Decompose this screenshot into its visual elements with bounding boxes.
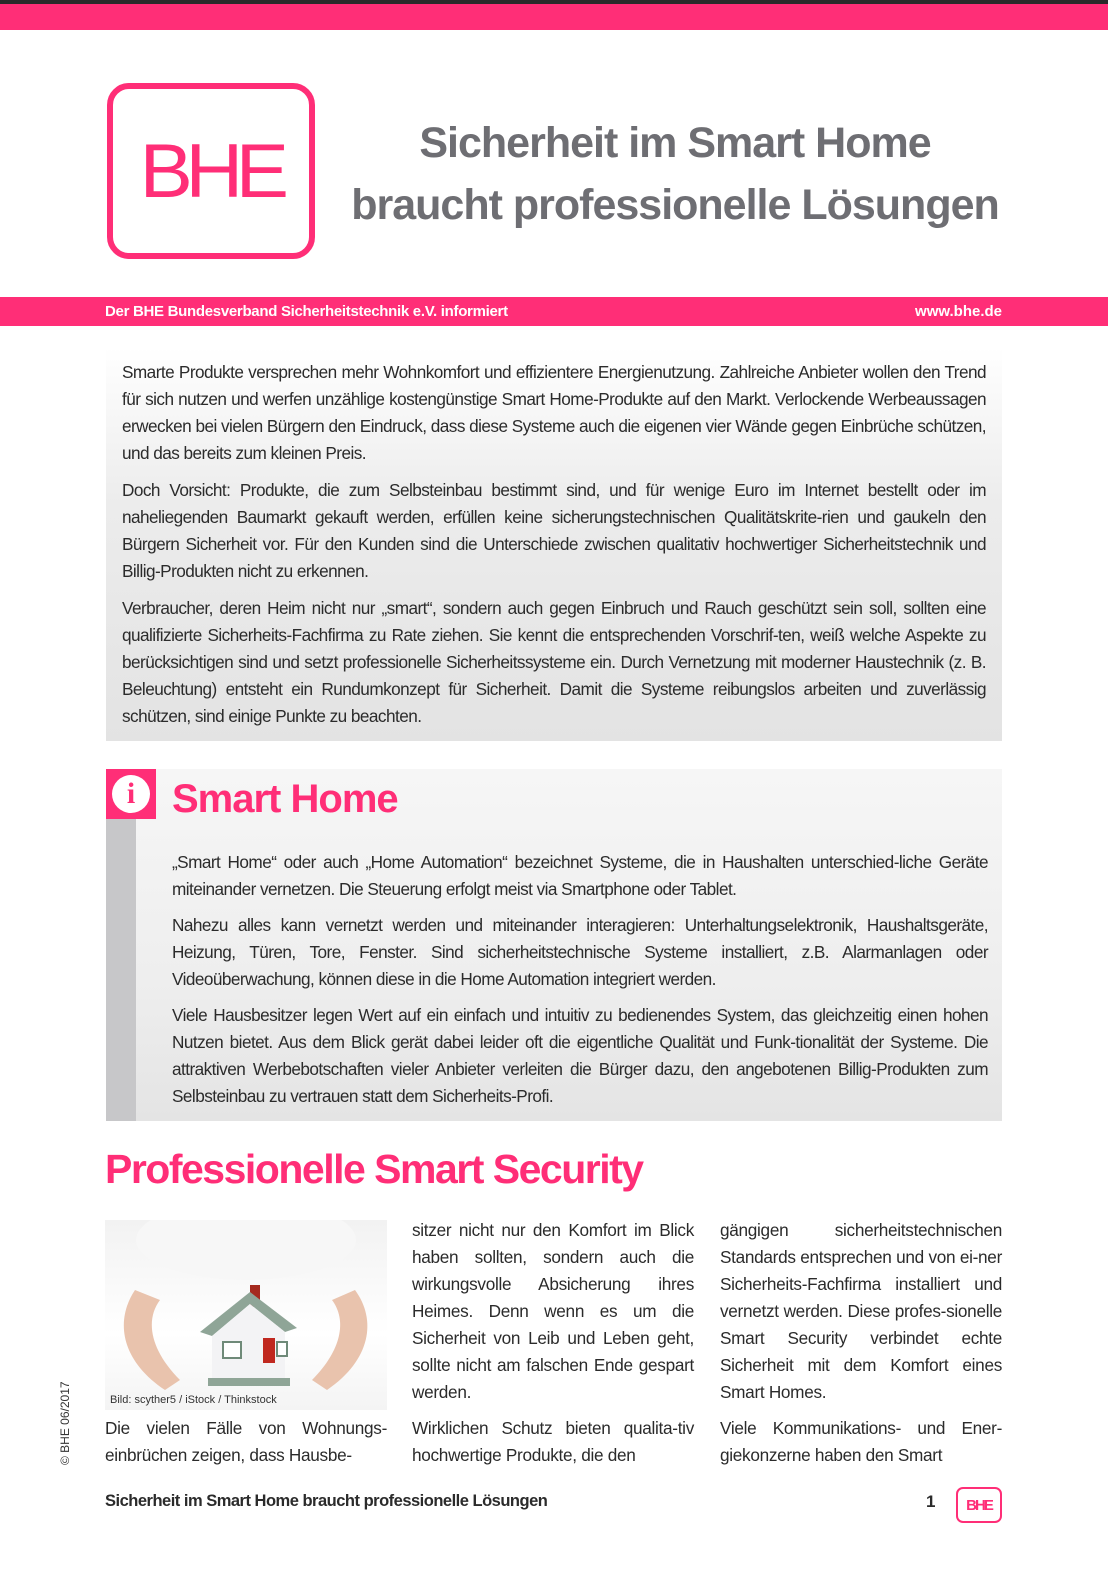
footer-logo-text: BHE [966, 1496, 992, 1514]
column-paragraph: Die vielen Fälle von Wohnungs-einbrüchen zeigen, dass Hausbe- [105, 1418, 387, 1465]
footer-title: Sicherheit im Smart Home braucht professionelle Lösungen [105, 1492, 548, 1510]
title-line-2: braucht professionelle Lösungen [351, 181, 999, 229]
info-icon-glyph: i [112, 775, 150, 813]
info-box-paragraph: Nahezu alles kann vernetzt werden und miteinander interagieren: Unterhaltungselektronik, Haushaltsgeräte, Heizung, Türen, Tore, Fenster. Sind sicherheitstechnische Systeme installiert, z.B. Alarmanlagen oder Videoüberwachung, können diese in die Home Automation integriert werden. [172, 915, 988, 989]
column-paragraph: Viele Kommunikations- und Ener-giekonzerne haben den Smart [720, 1418, 1002, 1465]
photo-caption: Bild: scyther5 / iStock / Thinkstock [110, 1394, 277, 1406]
logo-text: BHE [139, 128, 283, 214]
house-in-hands-photo [105, 1220, 387, 1410]
text-column-1 [105, 1415, 387, 1478]
footer-bhe-logo [956, 1487, 1002, 1523]
text-column-3 [720, 1217, 1002, 1478]
page-title [330, 112, 1020, 236]
top-accent-bar [0, 4, 1108, 30]
house-illustration [105, 1220, 387, 1410]
intro-box [106, 347, 1002, 741]
info-box-paragraph: Viele Hausbesitzer legen Wert auf ein einfach und intuitiv zu bedienendes System, das gleichzeitig einen hohen Nutzen bietet. Aus dem Blick gerät dabei leider oft die eigentliche Qualität und Funk-tionalität der Systeme. Die attraktiven Werbebotschaften vieler Anbieter verleiten die Bürger dazu, den angebotenen Billig-Produkten zum Selbsteinbau zu vertrauen statt dem Sicherheits-Profi. [172, 1005, 988, 1106]
intro-paragraph: Smarte Produkte versprechen mehr Wohnkomfort und effizientere Energienutzung. Zahlreiche Anbieter wollen den Trend für sich nutzen und werfen unzählige kostengünstige Smart Home-Produkte auf den Markt. Verlockende Werbeaussagen erwecken bei vielen Bürgern den Eindruck, dass diese Systeme auch die eigenen vier Wände gegen Einbrüche schützen, und das bereits zum kleinen Preis. [122, 362, 986, 463]
column-paragraph: gängigen sicherheitstechnischen Standards entsprechen und von ei-ner Sicherheits-Fachfirma installiert und vernetzt werden. Diese profes-sionelle Smart Security verbindet echte Sicherheit mit dem Komfort eines Smart Homes. [720, 1220, 1002, 1402]
copyright-note: © BHE 06/2017 [58, 1381, 72, 1465]
section-heading: Professionelle Smart Security [105, 1146, 643, 1192]
info-bar [0, 297, 1108, 326]
info-box-stripe [106, 819, 136, 1121]
column-paragraph: sitzer nicht nur den Komfort im Blick haben sollten, sondern auch die wirkungsvolle Absicherung ihres Heimes. Denn wenn es um die Sicherheit von Leib und Leben geht, sollte nicht am falschen Ende gespart werden. [412, 1220, 694, 1402]
info-box-heading: Smart Home [172, 777, 398, 821]
website-link[interactable]: www.bhe.de [915, 303, 1002, 320]
info-box-body [172, 849, 988, 1119]
bhe-logo [107, 83, 315, 259]
intro-paragraph: Doch Vorsicht: Produkte, die zum Selbsteinbau bestimmt sind, und für wenige Euro im Internet bestellt oder im naheliegenden Baumarkt gekauft werden, erfüllen keine sicherungstechnischen Qualitätskrite-rien und gaukeln den Bürgern Sicherheit vor. Für den Kunden sind die Unterschiede zwischen qualitativ hochwertiger Sicherheitstechnik und Billig-Produkten nicht zu erkennen. [122, 480, 986, 581]
info-icon [106, 769, 156, 819]
column-paragraph: Wirklichen Schutz bieten qualita-tiv hochwertige Produkte, die den [412, 1418, 694, 1465]
intro-paragraph: Verbraucher, deren Heim nicht nur „smart“, sondern auch gegen Einbruch und Rauch geschützt sein soll, sollten eine qualifizierte Sicherheits-Fachfirma zu Rate ziehen. Sie kennt die entsprechenden Vorschrif-ten, weiß welche Aspekte zu berücksichtigen sind und setzt professionelle Sicherheitssysteme ein. Durch Vernetzung mit moderner Haustechnik (z. B. Beleuchtung) entsteht ein Rundumkonzept für Sicherheit. Damit die Systeme reibungslos arbeiten und zuverlässig schützen, sind einige Punkte zu beachten. [122, 598, 986, 726]
title-line-1: Sicherheit im Smart Home [419, 119, 931, 167]
smart-home-info-box [106, 769, 1002, 1121]
info-box-paragraph: „Smart Home“ oder auch „Home Automation“ bezeichnet Systeme, die in Haushalten unterschied-liche Geräte miteinander vernetzen. Die Steuerung erfolgt meist via Smartphone oder Tablet. [172, 852, 988, 899]
publisher-text: Der BHE Bundesverband Sicherheitstechnik e.V. informiert [105, 303, 508, 320]
text-column-2 [412, 1217, 694, 1478]
page-number: 1 [926, 1492, 936, 1511]
